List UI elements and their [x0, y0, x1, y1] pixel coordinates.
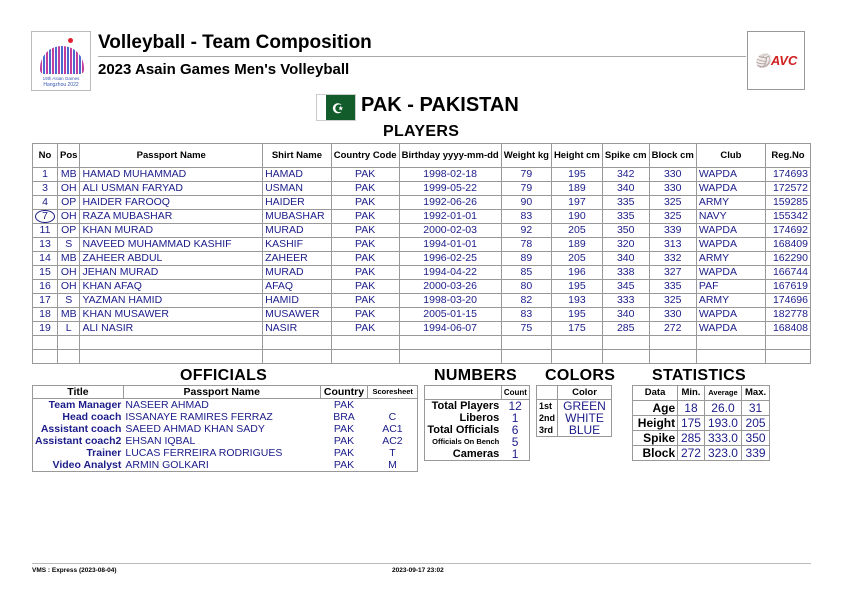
column-header: Min.	[678, 386, 705, 401]
player-cell: 2000-02-03	[399, 224, 501, 238]
player-cell: 325	[649, 196, 696, 210]
table-row	[33, 308, 811, 322]
official-cell: Head coach	[62, 411, 122, 423]
player-cell: PAK	[331, 182, 399, 196]
empty-cell	[80, 350, 263, 364]
empty-row	[33, 336, 811, 350]
player-cell: 338	[602, 266, 649, 280]
player-cell: 342	[602, 168, 649, 182]
colors-title: COLORS	[545, 367, 616, 384]
player-cell: 18	[33, 308, 58, 322]
stat-cell: Age	[633, 401, 678, 416]
official-cell: Video Analyst	[52, 459, 122, 471]
player-cell: 195	[551, 280, 602, 294]
table-row	[633, 416, 770, 431]
color-order: 2nd	[537, 412, 558, 424]
color-order: 3rd	[537, 424, 558, 437]
officials-table	[32, 385, 418, 472]
empty-cell	[33, 336, 58, 350]
player-cell: OH	[58, 210, 80, 224]
empty-cell	[331, 336, 399, 350]
column-header: Block cm	[649, 144, 696, 168]
player-cell: 285	[602, 322, 649, 336]
asian-games-logo: 19th Asian Games Hangzhou 2022	[31, 31, 91, 91]
player-cell: 345	[602, 280, 649, 294]
player-cell: PAK	[331, 308, 399, 322]
player-cell: OP	[58, 196, 80, 210]
player-cell: 320	[602, 238, 649, 252]
stat-cell: Block	[633, 446, 678, 461]
column-header: Shirt Name	[263, 144, 332, 168]
player-cell: MB	[58, 308, 80, 322]
player-cell: 193	[551, 294, 602, 308]
player-cell: 1999-05-22	[399, 182, 501, 196]
player-cell: 155342	[765, 210, 810, 224]
player-cell: L	[58, 322, 80, 336]
table-row	[33, 252, 811, 266]
official-cell: Assistant coach2	[35, 435, 122, 447]
empty-cell	[696, 336, 765, 350]
player-cell: MUBASHAR	[263, 210, 332, 224]
player-cell: 189	[551, 182, 602, 196]
player-cell: 1994-06-07	[399, 322, 501, 336]
column-header: Reg.No	[765, 144, 810, 168]
player-cell: 330	[649, 168, 696, 182]
official-cell: Assistant coach	[40, 423, 122, 435]
official-cell: ARMIN GOLKARI	[125, 459, 209, 471]
statistics-table	[632, 385, 770, 461]
empty-cell	[649, 350, 696, 364]
stat-cell: 175	[678, 416, 705, 431]
official-cell: LUCAS FERREIRA RODRIGUES	[125, 447, 283, 459]
numbers-table: Count Total Players 12 Liberos 1 Total Officials 6 Officials On Bench 5 Cameras 1	[424, 385, 530, 461]
number-label: Cameras	[452, 448, 500, 460]
color-order: 1st	[537, 400, 558, 413]
player-cell: WAPDA	[696, 238, 765, 252]
number-value: 1	[511, 411, 519, 425]
player-cell: OH	[58, 280, 80, 294]
players-title: PLAYERS	[383, 123, 460, 140]
player-cell: AFAQ	[263, 280, 332, 294]
number-label: Total Players	[431, 400, 500, 412]
player-cell: PAK	[331, 322, 399, 336]
table-row	[633, 401, 770, 416]
player-cell: WAPDA	[696, 322, 765, 336]
page-subtitle: 2023 Asain Games Men's Volleyball	[98, 61, 350, 78]
player-cell: S	[58, 294, 80, 308]
player-cell: 1992-01-01	[399, 210, 501, 224]
color-value: GREEN	[563, 399, 606, 413]
player-cell: 168408	[765, 322, 810, 336]
player-cell: 174696	[765, 294, 810, 308]
page-title: Volleyball - Team Composition	[98, 32, 372, 53]
player-cell: 330	[649, 182, 696, 196]
number-value: 1	[511, 447, 519, 461]
column-header: Country	[320, 386, 368, 399]
player-cell: ALI USMAN FARYAD	[80, 182, 263, 196]
player-cell: 335	[602, 196, 649, 210]
player-cell: 1994-01-01	[399, 238, 501, 252]
player-cell: 3	[33, 182, 58, 196]
player-cell: 75	[501, 322, 551, 336]
player-cell: HAIDER FAROOQ	[80, 196, 263, 210]
column-header: No	[33, 144, 58, 168]
player-cell: 335	[602, 210, 649, 224]
stat-cell: 193.0	[704, 416, 741, 431]
stat-cell: 205	[742, 416, 770, 431]
player-cell: 313	[649, 238, 696, 252]
colors-table: Color 1st GREEN 2nd WHITE 3rd BLUE	[536, 385, 612, 437]
captain-number: 7	[35, 210, 55, 223]
player-cell: PAK	[331, 238, 399, 252]
player-cell: 15	[33, 266, 58, 280]
official-cell: BRA	[333, 411, 355, 423]
player-cell: 272	[649, 322, 696, 336]
column-header: Passport Name	[123, 386, 320, 399]
empty-cell	[263, 336, 332, 350]
players-table	[32, 143, 811, 364]
player-cell: USMAN	[263, 182, 332, 196]
player-cell: 78	[501, 238, 551, 252]
table-row	[33, 447, 418, 459]
player-cell: WAPDA	[696, 182, 765, 196]
empty-cell	[696, 350, 765, 364]
player-cell: PAK	[331, 294, 399, 308]
empty-cell	[33, 350, 58, 364]
empty-cell	[501, 350, 551, 364]
official-cell: Team Manager	[48, 399, 122, 411]
player-cell: YAZMAN HAMID	[80, 294, 263, 308]
player-cell: PAK	[331, 224, 399, 238]
table-row	[33, 210, 811, 224]
divider	[98, 56, 746, 57]
numbers-title: NUMBERS	[434, 367, 517, 384]
empty-cell	[551, 350, 602, 364]
table-row	[537, 424, 612, 437]
player-cell: KASHIF	[263, 238, 332, 252]
player-cell: 190	[551, 210, 602, 224]
player-cell: ARMY	[696, 294, 765, 308]
player-cell: 340	[602, 182, 649, 196]
empty-cell	[765, 336, 810, 350]
player-cell: OH	[58, 182, 80, 196]
stat-cell: Spike	[633, 431, 678, 446]
column-header: Passport Name	[80, 144, 263, 168]
player-cell: KHAN AFAQ	[80, 280, 263, 294]
player-cell: ARMY	[696, 196, 765, 210]
player-cell: 168409	[765, 238, 810, 252]
player-cell: HAMAD	[263, 168, 332, 182]
official-cell: NASEER AHMAD	[125, 399, 209, 411]
player-cell: 19	[33, 322, 58, 336]
player-cell	[33, 210, 58, 224]
official-cell: PAK	[333, 435, 355, 447]
stat-cell: Height	[633, 416, 678, 431]
player-cell: KHAN MUSAWER	[80, 308, 263, 322]
player-cell: RAZA MUBASHAR	[80, 210, 263, 224]
player-cell: 325	[649, 210, 696, 224]
player-cell: 172572	[765, 182, 810, 196]
table-row	[33, 224, 811, 238]
player-cell: MURAD	[263, 266, 332, 280]
player-cell: PAK	[331, 252, 399, 266]
official-cell: PAK	[333, 447, 355, 459]
stat-cell: 339	[742, 446, 770, 461]
player-cell: 325	[649, 294, 696, 308]
player-cell: 2005-01-15	[399, 308, 501, 322]
player-cell: 79	[501, 182, 551, 196]
player-cell: PAK	[331, 280, 399, 294]
player-cell: ALI NASIR	[80, 322, 263, 336]
official-cell: PAK	[333, 399, 355, 411]
player-cell: 1998-02-18	[399, 168, 501, 182]
player-cell: MB	[58, 168, 80, 182]
table-row	[33, 196, 811, 210]
empty-cell	[765, 350, 810, 364]
number-value: 12	[508, 399, 522, 413]
player-cell: 16	[33, 280, 58, 294]
player-cell: 333	[602, 294, 649, 308]
column-header: Height cm	[551, 144, 602, 168]
player-cell: 4	[33, 196, 58, 210]
player-cell: PAK	[331, 266, 399, 280]
footer-version: VMS : Express (2023-08-04)	[32, 567, 117, 574]
stat-cell: 272	[678, 446, 705, 461]
empty-cell	[501, 336, 551, 350]
player-cell: 92	[501, 224, 551, 238]
player-cell: MUSAWER	[263, 308, 332, 322]
column-header: Pos	[58, 144, 80, 168]
player-cell: 1994-04-22	[399, 266, 501, 280]
number-value: 5	[511, 435, 519, 449]
table-row	[33, 423, 418, 435]
official-cell: AC2	[382, 435, 403, 447]
player-cell: 79	[501, 168, 551, 182]
player-cell: 166744	[765, 266, 810, 280]
player-cell: KHAN MURAD	[80, 224, 263, 238]
player-cell: 350	[602, 224, 649, 238]
player-cell: NASIR	[263, 322, 332, 336]
player-cell: 330	[649, 308, 696, 322]
color-value: WHITE	[565, 411, 604, 425]
empty-cell	[331, 350, 399, 364]
player-cell: 89	[501, 252, 551, 266]
player-cell: ZAHEER ABDUL	[80, 252, 263, 266]
column-header: Club	[696, 144, 765, 168]
pakistan-flag-icon: ☪	[316, 94, 356, 121]
color-value: BLUE	[568, 423, 601, 437]
player-cell: OH	[58, 266, 80, 280]
player-cell: 14	[33, 252, 58, 266]
player-cell: NAVEED MUHAMMAD KASHIF	[80, 238, 263, 252]
official-cell: M	[388, 459, 397, 471]
empty-cell	[58, 350, 80, 364]
column-header: Weight kg	[501, 144, 551, 168]
table-row	[633, 431, 770, 446]
player-cell: NAVY	[696, 210, 765, 224]
official-cell: EHSAN IQBAL	[125, 435, 196, 447]
footer-divider	[32, 563, 811, 564]
official-cell: Trainer	[86, 447, 122, 459]
officials-title: OFFICIALS	[180, 367, 268, 384]
stat-cell: 31	[742, 401, 770, 416]
player-cell: ARMY	[696, 252, 765, 266]
player-cell: PAF	[696, 280, 765, 294]
player-cell: 205	[551, 252, 602, 266]
column-header: Country Code	[331, 144, 399, 168]
player-cell: 13	[33, 238, 58, 252]
footer-timestamp: 2023-09-17 23:02	[392, 567, 444, 574]
player-cell: 17	[33, 294, 58, 308]
player-cell: MURAD	[263, 224, 332, 238]
table-row	[33, 399, 418, 412]
official-cell: SAEED AHMAD KHAN SADY	[125, 423, 265, 435]
table-row	[33, 168, 811, 182]
team-name: PAK - PAKISTAN	[361, 94, 519, 116]
column-header: Title	[33, 386, 124, 399]
player-cell: WAPDA	[696, 224, 765, 238]
empty-cell	[399, 336, 501, 350]
table-row	[33, 411, 418, 423]
statistics-title: STATISTICS	[652, 367, 746, 384]
player-cell: 335	[649, 280, 696, 294]
player-cell: 182778	[765, 308, 810, 322]
stat-cell: 18	[678, 401, 705, 416]
empty-cell	[80, 336, 263, 350]
player-cell: 340	[602, 252, 649, 266]
avc-logo: 🏐 AVC	[747, 31, 805, 90]
table-row	[33, 266, 811, 280]
column-header: Max.	[742, 386, 770, 401]
player-cell: 174692	[765, 224, 810, 238]
player-cell: 1998-03-20	[399, 294, 501, 308]
player-cell: WAPDA	[696, 266, 765, 280]
column-header: Spike cm	[602, 144, 649, 168]
stat-cell: 350	[742, 431, 770, 446]
stat-cell: 323.0	[704, 446, 741, 461]
player-cell: HAMID	[263, 294, 332, 308]
player-cell: 189	[551, 238, 602, 252]
player-cell: 340	[602, 308, 649, 322]
player-cell: 159285	[765, 196, 810, 210]
empty-cell	[551, 336, 602, 350]
player-cell: 85	[501, 266, 551, 280]
player-cell: HAMAD MUHAMMAD	[80, 168, 263, 182]
table-row	[33, 459, 418, 472]
column-header: Birthday yyyy-mm-dd	[399, 144, 501, 168]
official-cell: PAK	[333, 423, 355, 435]
player-cell: MB	[58, 252, 80, 266]
table-row	[33, 294, 811, 308]
player-cell: 83	[501, 210, 551, 224]
table-row	[33, 182, 811, 196]
player-cell: JEHAN MURAD	[80, 266, 263, 280]
number-label: Liberos	[459, 412, 500, 424]
table-row	[425, 448, 530, 461]
player-cell: 195	[551, 168, 602, 182]
empty-cell	[399, 350, 501, 364]
player-cell: 195	[551, 308, 602, 322]
player-cell: 205	[551, 224, 602, 238]
table-row	[33, 280, 811, 294]
official-cell: AC1	[382, 423, 403, 435]
empty-cell	[602, 336, 649, 350]
column-header: Average	[704, 386, 741, 401]
official-cell: T	[389, 447, 396, 459]
table-row	[633, 446, 770, 461]
table-row	[33, 238, 811, 252]
player-cell: 80	[501, 280, 551, 294]
column-header: Data	[633, 386, 678, 401]
player-cell: S	[58, 238, 80, 252]
player-cell: 11	[33, 224, 58, 238]
stat-cell: 285	[678, 431, 705, 446]
table-row	[33, 435, 418, 447]
official-cell: C	[388, 411, 397, 423]
number-label: Officials On Bench	[432, 437, 500, 446]
player-cell: HAIDER	[263, 196, 332, 210]
player-cell: 82	[501, 294, 551, 308]
player-cell: 167619	[765, 280, 810, 294]
player-cell: 1996-02-25	[399, 252, 501, 266]
player-cell: WAPDA	[696, 308, 765, 322]
player-cell: 90	[501, 196, 551, 210]
player-cell: 327	[649, 266, 696, 280]
number-value: 6	[511, 423, 519, 437]
player-cell: ZAHEER	[263, 252, 332, 266]
player-cell: 197	[551, 196, 602, 210]
player-cell: 2000-03-26	[399, 280, 501, 294]
number-label: Total Officials	[427, 424, 500, 436]
stat-cell: 333.0	[704, 431, 741, 446]
empty-row	[33, 350, 811, 364]
player-cell: PAK	[331, 168, 399, 182]
player-cell: OP	[58, 224, 80, 238]
player-cell: PAK	[331, 196, 399, 210]
column-header: Scoresheet	[368, 386, 418, 399]
player-cell: WAPDA	[696, 168, 765, 182]
official-cell: ISSANAYE RAMIRES FERRAZ	[125, 411, 273, 423]
player-cell: 175	[551, 322, 602, 336]
official-cell	[368, 399, 418, 412]
table-row	[33, 322, 811, 336]
empty-cell	[263, 350, 332, 364]
player-cell: 339	[649, 224, 696, 238]
player-cell: 162290	[765, 252, 810, 266]
player-cell: 196	[551, 266, 602, 280]
empty-cell	[58, 336, 80, 350]
stat-cell: 26.0	[704, 401, 741, 416]
player-cell: 174693	[765, 168, 810, 182]
player-cell: 83	[501, 308, 551, 322]
empty-cell	[602, 350, 649, 364]
player-cell: PAK	[331, 210, 399, 224]
player-cell: 1992-06-26	[399, 196, 501, 210]
official-cell: PAK	[333, 459, 355, 471]
empty-cell	[649, 336, 696, 350]
player-cell: 332	[649, 252, 696, 266]
player-cell: 1	[33, 168, 58, 182]
